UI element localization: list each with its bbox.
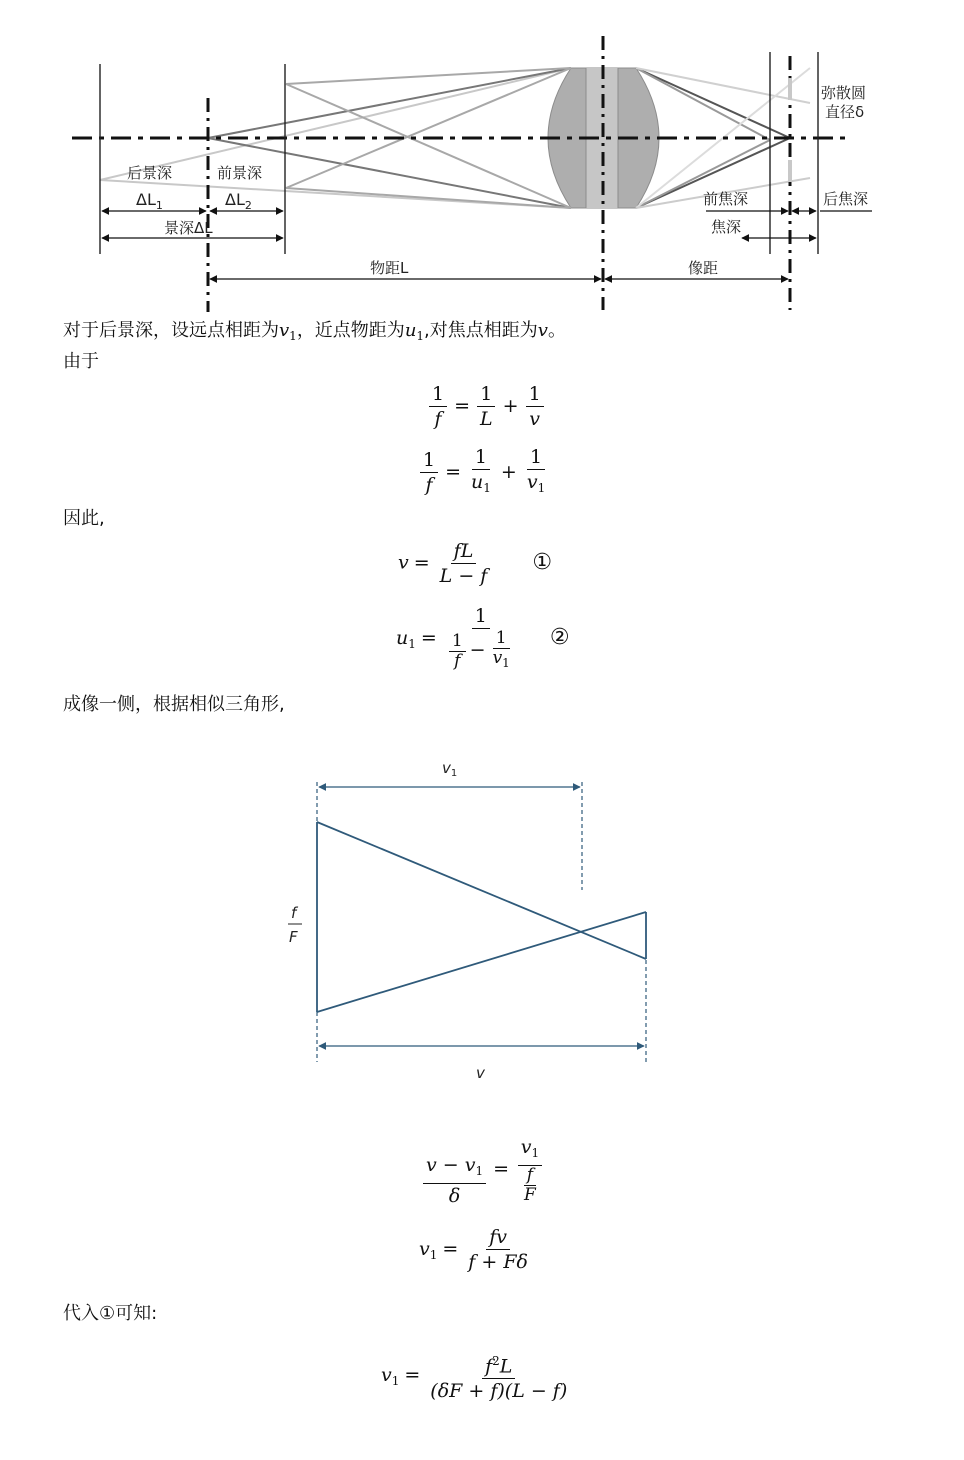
- var-u1-base: u: [404, 320, 417, 341]
- eq2-r2-num: 1: [527, 445, 545, 470]
- eq7-num-rest: L: [499, 1355, 513, 1378]
- eq2-r1-num: 1: [472, 445, 490, 470]
- eq7-num: [482, 1349, 515, 1379]
- eq4-lhs-sub: 1: [408, 636, 416, 651]
- paragraph-since: 由于: [63, 351, 99, 372]
- label-dl2-sub: 2: [244, 199, 252, 212]
- para1-text-a: 对于后景深，设远点相距为: [63, 320, 279, 341]
- paragraph-substitute: 代入①可知:: [63, 1303, 158, 1324]
- equation-1: [427, 382, 546, 431]
- eq5-num-sub: 1: [475, 1164, 484, 1178]
- bottom-label: v: [476, 1064, 485, 1082]
- eq3-den: L − f: [439, 565, 488, 587]
- eq1-lhs-num: 1: [429, 382, 447, 407]
- eq7-lhs-sub: 1: [391, 1374, 400, 1389]
- eq4-d2-den-sub: 1: [502, 656, 510, 670]
- eq7-num-base: f: [485, 1355, 493, 1378]
- eq6-equals: =: [442, 1237, 459, 1260]
- eq4-d1-num: 1: [449, 632, 466, 652]
- label-object-distance: 物距L: [370, 259, 409, 277]
- dof-diagram: [0, 0, 964, 318]
- label-rear-dof: 后景深: [127, 164, 173, 182]
- eq5-num: [423, 1153, 486, 1184]
- eq4-tag: ②: [549, 624, 570, 650]
- label-rear-focal-depth: 后焦深: [823, 190, 869, 208]
- label-coc-line1: 弥散圆: [821, 84, 867, 102]
- eq7-lhs: [381, 1364, 400, 1389]
- equation-7: [381, 1349, 572, 1403]
- var-v1: [279, 320, 297, 341]
- para1-text-c: ,对焦点相距为: [424, 320, 538, 341]
- eq4-num: 1: [472, 604, 490, 629]
- top-label-sub: 1: [450, 768, 458, 779]
- eq2-r2-den: [524, 470, 548, 500]
- triangle-diagram: [280, 752, 680, 1092]
- eq2-lhs-den: f: [425, 474, 433, 496]
- left-label-num: f: [291, 904, 297, 922]
- top-label-base: v: [442, 759, 451, 777]
- eq4-lhs: [396, 627, 416, 649]
- left-label-den: F: [289, 928, 298, 946]
- eq4-equals: =: [420, 626, 437, 649]
- eq3-lhs: v: [398, 551, 409, 574]
- label-front-dof: 前景深: [217, 164, 263, 182]
- eq5-r-num-base: v: [520, 1136, 532, 1158]
- var-u1-sub: 1: [416, 329, 425, 343]
- eq1-plus: +: [502, 394, 519, 417]
- eq5-r-den: [516, 1166, 544, 1205]
- eq2-r2-den-base: v: [526, 471, 538, 493]
- dashed-guides: [317, 782, 646, 1062]
- top-label: [442, 759, 457, 779]
- eq6-den: f + Fδ: [468, 1251, 528, 1273]
- eq5-rf-den: F: [524, 1185, 536, 1205]
- eq5-equals: =: [493, 1158, 510, 1180]
- label-front-focal-depth: 前焦深: [703, 190, 749, 208]
- eq5-r-num-sub: 1: [531, 1146, 540, 1160]
- label-dl1-sub: 1: [155, 199, 163, 212]
- eq1-r2-num: 1: [526, 382, 544, 407]
- eq7-lhs-base: v: [381, 1364, 392, 1387]
- eq4-d2-den: [490, 649, 513, 673]
- equation-2: [418, 445, 550, 500]
- equation-6: [419, 1225, 533, 1274]
- eq4-minus: −: [469, 639, 486, 661]
- eq5-den: δ: [448, 1185, 461, 1207]
- label-dl1-base: ΔL: [136, 190, 156, 209]
- label-dof: 景深ΔL: [164, 219, 213, 237]
- eq2-r1-den: [468, 470, 494, 500]
- paragraph-similar-triangles: 成像一侧，根据相似三角形,: [63, 694, 285, 715]
- equation-4: [396, 604, 570, 673]
- eq6-lhs-sub: 1: [429, 1247, 438, 1262]
- label-image-distance: 像距: [688, 259, 719, 277]
- var-v1-base: v: [279, 320, 290, 341]
- eq6-lhs: [419, 1238, 437, 1260]
- eq3-equals: =: [413, 551, 430, 574]
- dimension-arrows: [102, 211, 872, 279]
- eq7-den: (δF + f)(L − f): [430, 1380, 568, 1403]
- eq2-equals: =: [445, 460, 462, 483]
- eq7-equals: =: [404, 1364, 421, 1387]
- var-v1-sub: 1: [289, 329, 297, 343]
- eq6-lhs-base: v: [419, 1237, 430, 1260]
- eq4-lhs-base: u: [396, 626, 409, 649]
- var-u1: [405, 320, 424, 341]
- eq1-r1-num: 1: [477, 382, 495, 407]
- eq3-num: fL: [451, 539, 477, 564]
- eq5-rf-num: f: [524, 1166, 536, 1186]
- label-dl2: [225, 190, 252, 212]
- eq7-num-sup: 2: [492, 1354, 500, 1368]
- para1-text-b: ，近点物距为: [296, 320, 405, 341]
- eq1-lhs-den: f: [434, 408, 442, 430]
- triangles: [317, 822, 646, 1012]
- eq1-r1-den: L: [480, 408, 493, 430]
- eq4-d2-den-base: v: [492, 648, 503, 668]
- eq1-equals: =: [454, 394, 471, 417]
- eq2-r2-den-sub: 1: [537, 481, 546, 495]
- var-v: v: [537, 320, 548, 341]
- eq6-num: fv: [486, 1225, 510, 1250]
- eq5-r-num: [518, 1135, 542, 1166]
- eq4-d2-num: 1: [493, 629, 510, 649]
- eq2-r1-den-sub: 1: [483, 481, 491, 495]
- eq2-plus: +: [500, 460, 517, 483]
- para1-text-d: 。: [547, 320, 566, 341]
- eq4-den: [444, 629, 518, 673]
- eq4-d1-den: f: [454, 650, 461, 671]
- equation-3: [398, 539, 552, 588]
- paragraph-rear-dof-def: [63, 320, 566, 347]
- label-coc-line2: 直径δ: [825, 103, 865, 121]
- eq3-tag: ①: [532, 549, 553, 575]
- label-dl2-base: ΔL: [225, 190, 245, 209]
- eq2-r1-den-base: u: [471, 471, 484, 493]
- equation-5: [421, 1135, 546, 1208]
- eq2-lhs-num: 1: [420, 448, 438, 473]
- label-focal-depth: 焦深: [711, 218, 742, 236]
- label-dl1: [136, 190, 163, 212]
- eq1-r2-den: v: [529, 408, 540, 430]
- paragraph-therefore: 因此,: [63, 508, 105, 529]
- eq5-num-base: v − v: [426, 1154, 476, 1176]
